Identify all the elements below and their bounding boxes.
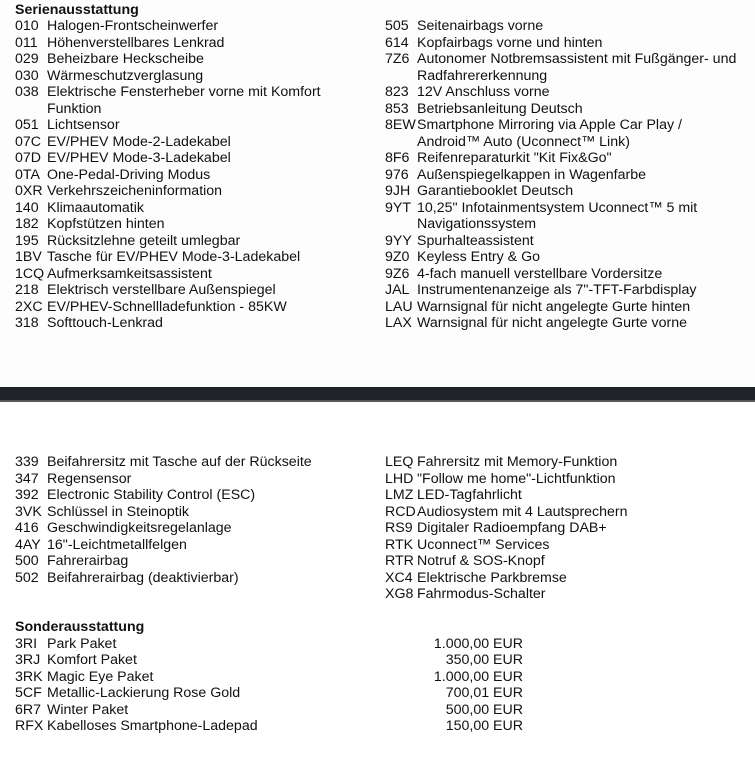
equipment-description: Verkehrszeicheninformation [47,183,223,199]
equipment-description: Geschwindigkeitsregelanlage [47,520,232,536]
equipment-code: 5CF [15,685,42,701]
serien-left-column [15,18,345,332]
equipment-description: Elektrisch verstellbare Außenspiegel [47,282,276,298]
equipment-code: 029 [15,51,39,67]
equipment-description: Keyless Entry & Go [417,249,541,265]
equipment-description: Notruf & SOS-Knopf [417,553,545,569]
equipment-code: 182 [15,216,39,232]
equipment-code: 3VK [15,503,42,520]
equipment-row [385,553,745,570]
sonderausstattung-heading: Sonderausstattung [15,619,145,635]
equipment-description: Elektrische Parkbremse [417,569,567,586]
equipment-price: 500,00 EUR [445,701,523,718]
equipment-description: Garantiebooklet Deutsch [417,183,574,199]
equipment-row [385,233,745,250]
equipment-code: 0TA [15,166,40,183]
equipment-code: 4AY [15,536,41,553]
equipment-code: 1BV [15,249,42,265]
equipment-row [385,18,745,35]
equipment-code: 195 [15,232,39,249]
equipment-row [15,471,375,488]
equipment-description: Kopfstützen hinten [47,216,165,232]
equipment-description: Softtouch-Lenkrad [47,315,163,331]
equipment-code: 8EW [385,117,416,133]
equipment-row [15,570,375,587]
equipment-code: 853 [385,100,409,117]
equipment-code: 9YT [385,199,412,216]
equipment-row [15,233,345,250]
equipment-description: Wärmeschutzverglasung [47,67,204,84]
equipment-code: 9Z0 [385,249,410,265]
equipment-row [15,652,523,669]
equipment-code: XG8 [385,586,414,602]
equipment-code: 2XC [15,298,43,315]
equipment-description: Tasche für EV/PHEV Mode-3-Ladekabel [47,249,301,265]
equipment-row [385,266,745,283]
equipment-row [15,216,345,233]
equipment-description: Aufmerksamkeitsassistent [47,265,212,282]
equipment-code: RS9 [385,520,413,536]
equipment-description: Instrumentenanzeige als 7"-TFT-Farbdisplay [417,282,697,298]
equipment-code: RTR [385,553,414,569]
equipment-row [15,266,345,283]
equipment-row [15,669,523,686]
equipment-description: Park Paket [47,635,117,652]
equipment-description: Winter Paket [47,701,129,718]
equipment-row [385,35,745,52]
equipment-row [15,718,523,735]
equipment-code: 9Z6 [385,265,410,282]
equipment-row [385,51,745,84]
equipment-price: 1.000,00 EUR [433,635,523,652]
equipment-code: RCD [385,503,416,520]
equipment-row [15,504,375,521]
equipment-row [15,183,345,200]
equipment-description: Digitaler Radioempfang DAB+ [417,520,607,536]
equipment-description: Beheizbare Heckscheibe [47,51,204,67]
equipment-code: 1CQ [15,265,45,282]
serien-right-column [385,18,745,332]
equipment-code: 9YY [385,232,412,249]
equipment-code: 8F6 [385,150,410,166]
equipment-row [385,282,745,299]
equipment-price: 150,00 EUR [445,718,523,734]
equipment-code: 140 [15,199,39,216]
equipment-code: 051 [15,117,39,133]
equipment-code: LHD [385,470,414,487]
equipment-description: Magic Eye Paket [47,668,154,685]
equipment-description: Fahrmodus-Schalter [417,586,546,602]
equipment-code: 7Z6 [385,51,410,67]
equipment-row [15,18,345,35]
equipment-description: Audiosystem mit 4 Lautsprechern [417,503,628,520]
equipment-description: Klimaautomatik [47,199,144,216]
equipment-row [15,167,345,184]
equipment-code: 823 [385,84,409,100]
equipment-description: Beifahrerairbag (deaktivierbar) [47,569,239,586]
equipment-code: 614 [385,34,409,51]
equipment-row [385,487,745,504]
equipment-description: EV/PHEV Mode-3-Ladekabel [47,150,231,166]
equipment-row [385,84,745,101]
equipment-description: Kabelloses Smartphone-Ladepad [47,718,258,734]
equipment-description: LED-Tagfahrlicht [417,487,522,503]
equipment-code: 392 [15,487,39,503]
equipment-row [385,520,745,537]
equipment-row [15,117,345,134]
equipment-description: Betriebsanleitung Deutsch [417,100,583,117]
equipment-row [385,454,745,471]
equipment-description: "Follow me home"-Lichtfunktion [417,470,616,487]
equipment-description: 10,25" Infotainmentsystem Uconnect™ 5 mit Navigationssystem [417,199,698,232]
equipment-price: 700,01 EUR [445,685,523,701]
equipment-description: Regensensor [47,470,132,487]
equipment-row [15,454,375,471]
equipment-description: EV/PHEV-Schnellladefunktion - 85KW [47,298,287,315]
sonderausstattung-list [15,636,523,735]
equipment-description: Spurhalteassistent [417,232,534,249]
equipment-row [385,570,745,587]
equipment-code: RFX [15,718,44,734]
equipment-code: 010 [15,18,39,34]
equipment-code: 3RI [15,635,38,652]
equipment-row [15,68,345,85]
equipment-row [385,586,745,603]
equipment-code: 07D [15,150,42,166]
equipment-row [385,183,745,200]
equipment-row [15,537,375,554]
equipment-description: Kopfairbags vorne und hinten [417,34,603,51]
equipment-row [385,249,745,266]
equipment-row [15,150,345,167]
equipment-row [15,134,345,151]
serien-cont-right-column [385,454,745,603]
equipment-description: Lichtsensor [47,117,120,133]
equipment-code: 318 [15,315,39,331]
equipment-description: Smartphone Mirroring via Apple Car Play / Android™ Auto (Uconnect™ Link) [417,117,682,150]
serien-cont-left-column [15,454,375,586]
equipment-row [15,702,523,719]
equipment-row [15,200,345,217]
equipment-description: Rücksitzlehne geteilt umlegbar [47,232,241,249]
equipment-code: 505 [385,18,409,34]
equipment-description: Warnsignal für nicht angelegte Gurte hinten [417,298,691,315]
equipment-code: 0XR [15,183,43,199]
equipment-code: LEQ [385,454,414,470]
equipment-description: Uconnect™ Services [417,536,550,553]
equipment-row [15,520,375,537]
equipment-code: 339 [15,454,39,470]
equipment-price: 1.000,00 EUR [433,668,523,685]
equipment-code: 500 [15,553,39,569]
equipment-description: Seitenairbags vorne [417,18,544,34]
sonderausstattung-section [15,619,523,735]
equipment-description: Elektrische Fensterheber vorne mit Komfort Funktion [47,84,321,117]
equipment-description: Autonomer Notbremsassistent mit Fußgänger- und Radfahrererkennung [417,51,737,84]
equipment-description: Fahrersitz mit Memory-Funktion [417,454,618,470]
equipment-description: Warnsignal für nicht angelegte Gurte vorne [417,315,687,331]
equipment-price: 350,00 EUR [445,652,523,668]
equipment-description: 12V Anschluss vorne [417,84,550,100]
equipment-code: 347 [15,470,39,487]
equipment-row [15,282,345,299]
equipment-description: Komfort Paket [47,652,137,668]
equipment-description: 4-fach manuell verstellbare Vordersitze [417,265,663,282]
equipment-code: LMZ [385,487,414,503]
page-break-divider [0,387,755,402]
equipment-row [385,167,745,184]
equipment-description: Höhenverstellbares Lenkrad [47,34,225,51]
equipment-row [385,150,745,167]
equipment-description: Metallic-Lackierung Rose Gold [47,685,241,701]
equipment-code: LAU [385,298,413,315]
equipment-row [15,299,345,316]
equipment-description: 16"-Leichtmetallfelgen [47,536,187,553]
equipment-row [15,84,345,117]
equipment-code: LAX [385,315,412,331]
serienausstattung-heading: Serienausstattung [15,2,139,18]
equipment-row [385,471,745,488]
equipment-row [15,35,345,52]
equipment-row [15,487,375,504]
equipment-code: 416 [15,520,39,536]
equipment-row [15,553,375,570]
equipment-code: XC4 [385,569,413,586]
equipment-row [385,504,745,521]
equipment-description: One-Pedal-Driving Modus [47,166,211,183]
equipment-description: Reifenreparaturkit "Kit Fix&Go" [417,150,612,166]
equipment-code: RTK [385,536,414,553]
equipment-row [385,299,745,316]
equipment-description: Fahrerairbag [47,553,129,569]
equipment-code: 038 [15,84,39,100]
equipment-code: 011 [15,34,38,51]
equipment-description: Electronic Stability Control (ESC) [47,487,256,503]
equipment-code: 6R7 [15,701,42,718]
equipment-code: 07C [15,133,42,150]
equipment-code: 3RK [15,668,43,685]
equipment-row [15,315,345,332]
equipment-code: 030 [15,67,39,84]
equipment-description: Halogen-Frontscheinwerfer [47,18,219,34]
equipment-description: Schlüssel in Steinoptik [47,503,189,520]
equipment-code: 502 [15,569,39,586]
equipment-row [385,200,745,233]
equipment-row [385,101,745,118]
equipment-description: Beifahrersitz mit Tasche auf der Rückseite [47,454,312,470]
equipment-row [385,537,745,554]
equipment-row [15,685,523,702]
equipment-row [15,51,345,68]
equipment-row [15,636,523,653]
equipment-row [385,117,745,150]
equipment-row [15,249,345,266]
equipment-code: 218 [15,282,39,298]
equipment-code: 9JH [385,183,411,199]
equipment-code: 976 [385,166,409,183]
equipment-description: EV/PHEV Mode-2-Ladekabel [47,133,231,150]
equipment-code: 3RJ [15,652,41,668]
equipment-row [385,315,745,332]
equipment-description: Außenspiegelkappen in Wagenfarbe [417,166,646,183]
equipment-code: JAL [385,282,410,298]
